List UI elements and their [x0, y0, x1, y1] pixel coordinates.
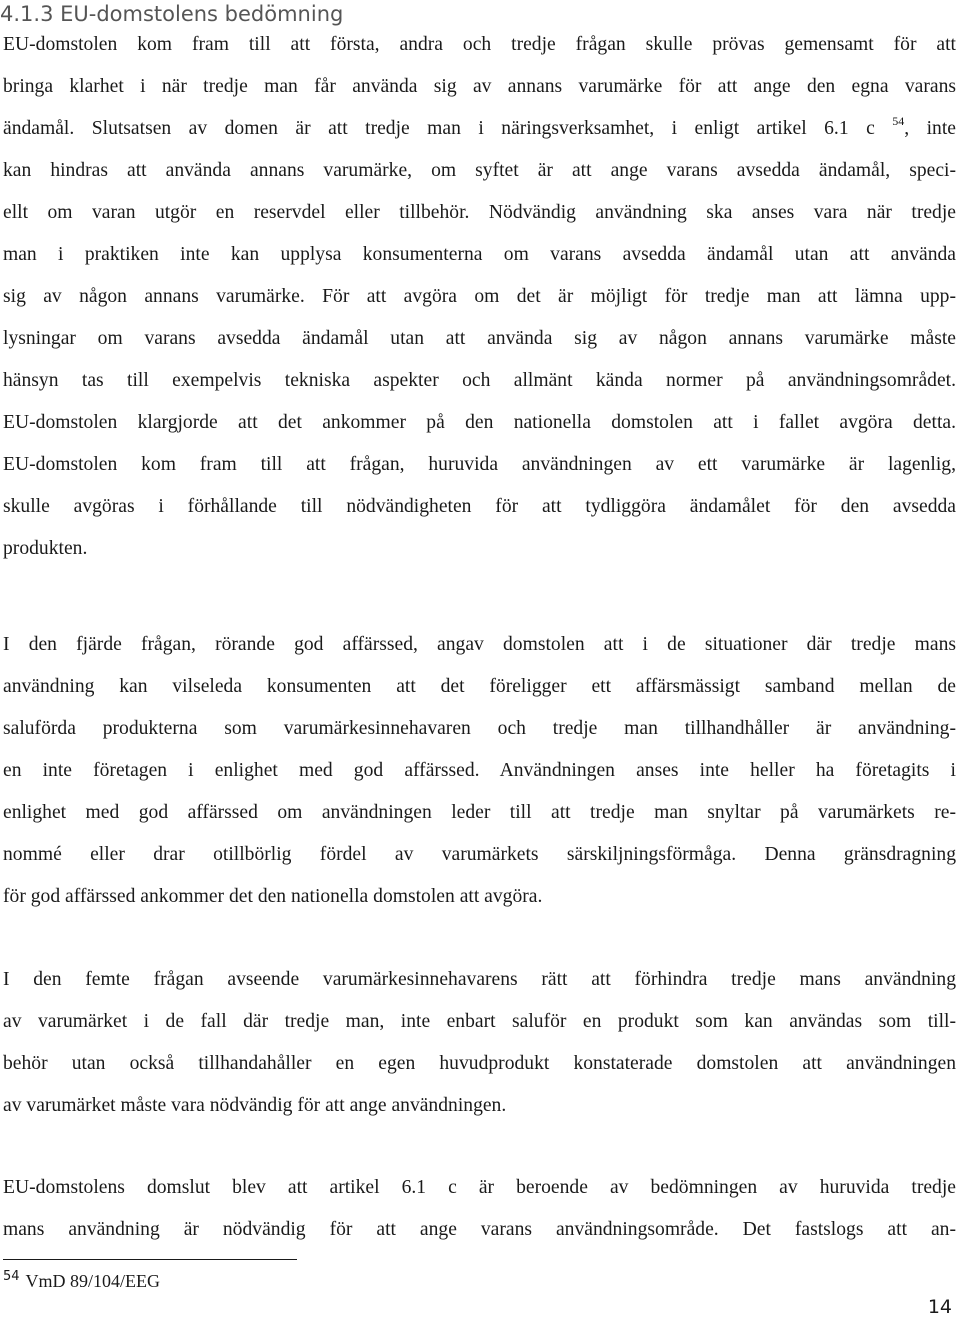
text-line-with-footnote: [3, 108, 956, 150]
paragraph-fourth-question: [3, 624, 956, 918]
text-line: kan hindras att använda annans varumärke, om syftet är att ange varans avsedda ändamål, speci-: [3, 160, 956, 181]
paragraph-fifth-question: [3, 959, 956, 1127]
text-line: I den femte frågan avseende varumärkesinnehavarens rätt att förhindra tredje mans användning: [3, 969, 956, 990]
text-line: EU-domstolen kom fram till att frågan, huruvida användningen av ett varumärke är lagenlig,: [3, 454, 956, 475]
text-line: EU-domstolen klargjorde att det ankommer på den nationella domstolen att i fallet avgöra detta.: [3, 412, 956, 433]
text-line: sig av någon annans varumärke. För att avgöra om det är möjligt för tredje man att lämna upp-: [3, 286, 956, 307]
text-line: hänsyn tas till exempelvis tekniska aspekter och allmänt kända normer på användningsområdet.: [3, 370, 956, 391]
text-line: ellt om varan utgör en reservdel eller tillbehör. Nödvändig användning ska anses vara när tredje: [3, 202, 956, 223]
footnote-text: VmD 89/104/EEG: [25, 1271, 161, 1291]
section-heading: 4.1.3 EU-domstolens bedömning: [0, 2, 344, 26]
text-line: I den fjärde frågan, rörande god affärssed, angav domstolen att i de situationer där tredje mans: [3, 634, 956, 655]
footnote-number: 54: [3, 1269, 20, 1284]
paragraph-ruling: [3, 1167, 956, 1251]
text-line: bringa klarhet i när tredje man får använda sig av annans varumärke för att ange den egna varans: [3, 76, 956, 97]
footnote: [3, 1265, 160, 1293]
footnote-reference: 54: [892, 114, 905, 128]
text-line: skulle avgöras i förhållande till nödvändigheten för att tydliggöra ändamålet för den avsedda: [3, 496, 956, 517]
text-line: enlighet med god affärssed om användningen leder till att tredje man snyltar på varumärkets re-: [3, 802, 956, 823]
page-number: 14: [927, 1296, 952, 1318]
text-line: EU-domstolen kom fram till att första, andra och tredje frågan skulle prövas gemensamt för att: [3, 34, 956, 55]
text-segment: , inte: [904, 118, 956, 139]
text-line: mans användning är nödvändig för att ange varans användningsområde. Det fastslogs att an-: [3, 1219, 956, 1240]
text-line: för god affärssed ankommer det den nationella domstolen att avgöra.: [3, 886, 543, 907]
text-line: av varumärket i de fall där tredje man, inte enbart saluför en produkt som kan användas som till-: [3, 1011, 956, 1032]
paragraph-court-assessment: [3, 24, 956, 570]
text-line: av varumärket måste vara nödvändig för att ange användningen.: [3, 1095, 507, 1116]
text-line: behör utan också tillhandahåller en egen huvudprodukt konstaterade domstolen att användningen: [3, 1053, 956, 1074]
text-line: nommé eller drar otillbörlig fördel av varumärkets särskiljningsförmåga. Denna gränsdragning: [3, 844, 956, 865]
text-line: saluförda produkterna som varumärkesinnehavaren och tredje man tillhandhåller är användning-: [3, 718, 956, 739]
text-line: EU-domstolens domslut blev att artikel 6.1 c är beroende av bedömningen av huruvida tredje: [3, 1177, 956, 1198]
text-line: användning kan vilseleda konsumenten att det föreligger ett affärsmässigt samband mellan de: [3, 676, 956, 697]
text-line: produkten.: [3, 538, 88, 559]
text-line: en inte företagen i enlighet med god affärssed. Användningen anses inte heller ha företagits i: [3, 760, 956, 781]
text-segment: ändamål. Slutsatsen av domen är att tredje man i näringsverksamhet, i enligt artikel 6.1 c: [3, 118, 875, 139]
text-line: man i praktiken inte kan upplysa konsumenterna om varans avsedda ändamål utan att använda: [3, 244, 956, 265]
text-line: lysningar om varans avsedda ändamål utan att använda sig av någon annans varumärke måste: [3, 328, 956, 349]
footnote-divider: [3, 1259, 297, 1260]
